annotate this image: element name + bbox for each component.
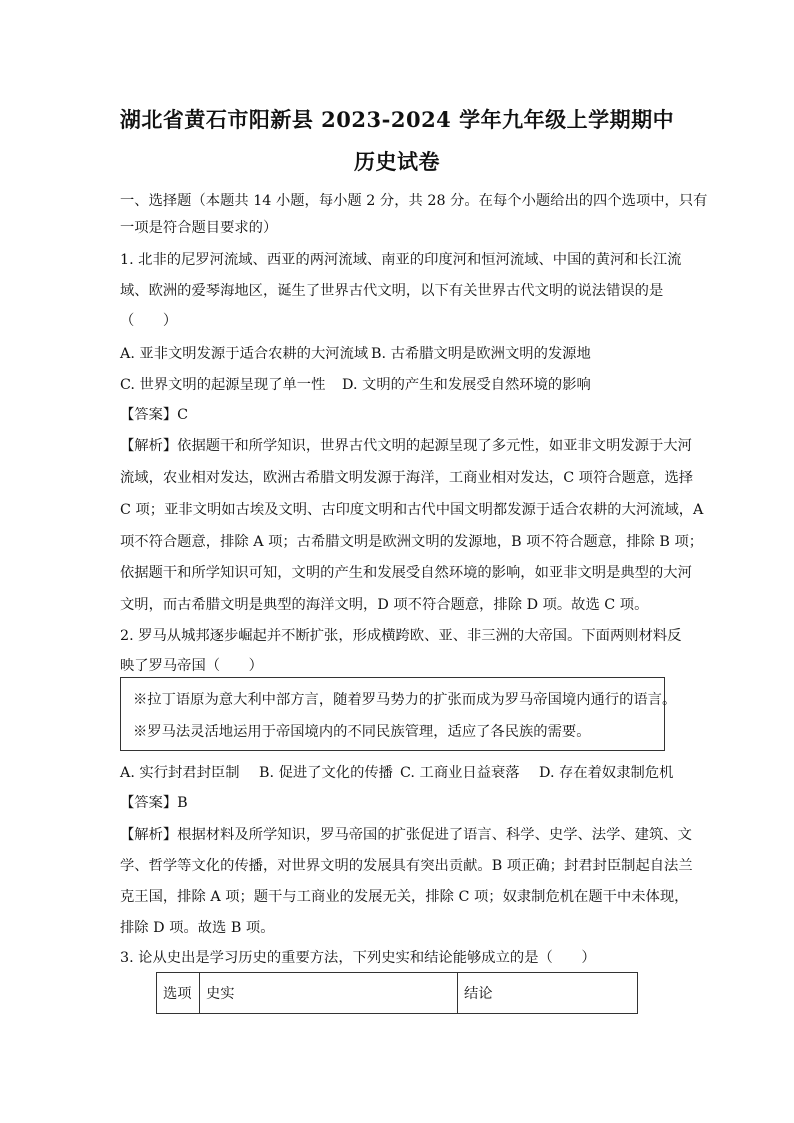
q2-stem-cont: 映了罗马帝国（ ） <box>120 658 263 674</box>
q2-option-b: B. 促进了文化的传播 <box>259 765 393 781</box>
q1-answer: 【答案】C <box>120 407 189 423</box>
q2-option-a: A. 实行封君封臣制 <box>120 765 240 781</box>
q2-material-2: ※罗马法灵活地运用于帝国境内的不同民族管理，适应了各民族的需要。 <box>133 724 591 740</box>
q2-material-1: ※拉丁语原为意大利中部方言，随着罗马势力的扩张而成为罗马帝国境内通行的语言。 <box>133 692 677 708</box>
q1-option-b: B. 古希腊文明是欧洲文明的发源地 <box>371 346 591 362</box>
q1-option-c: C. 世界文明的起源呈现了单一性 <box>120 377 326 393</box>
q1-stem: 1. 北非的尼罗河流域、西亚的两河流域、南亚的印度河和恒河流域、中国的黄河和长江流 <box>120 252 682 268</box>
section-instruction: 一、选择题（本题共 14 小题，每小题 2 分，共 28 分。在每个小题给出的四个选项中，只有 <box>120 193 708 209</box>
q2-option-c: C. 工商业日益衰落 <box>400 765 520 781</box>
q2-answer: 【答案】B <box>120 795 188 811</box>
q1-explanation-4: 项不符合题意，排除 A 项；古希腊文明是欧洲文明的发源地，B 项不符合题意，排除 B 项； <box>120 534 704 550</box>
exam-title: 湖北省黄石市阳新县 2023-2024 学年九年级上学期期中 <box>119 107 675 132</box>
exam-subject: 历史试卷 <box>354 149 440 174</box>
q1-option-a: A. 亚非文明发源于适合农耕的大河流域 <box>120 346 369 362</box>
q2-explanation-2: 学、哲学等文化的传播，对世界文明的发展具有突出贡献。B 项正确；封君封臣制起自法兰 <box>120 858 693 874</box>
q1-explanation-2: 流域，农业相对发达，欧洲古希腊文明发源于海洋，工商业相对发达，C 项符合题意，选择 <box>120 470 694 486</box>
section-instruction-cont: 一项是符合题目要求的） <box>120 220 278 236</box>
q1-explanation-6: 文明，而古希腊文明是典型的海洋文明，D 项不符合题意，排除 D 项。故选 C 项。 <box>120 597 649 613</box>
q1-explanation-5: 依据题干和所学知识可知，文明的产生和发展受自然环境的影响，如亚非文明是典型的大河 <box>120 565 692 581</box>
q3-table <box>156 972 638 1014</box>
q1-explanation: 【解析】依据题干和所学知识，世界古代文明的起源呈现了多元性，如亚非文明发源于大河 <box>120 438 692 454</box>
table-header-conclusion: 结论 <box>458 973 638 1014</box>
table-header-option: 选项 <box>157 973 200 1014</box>
q2-explanation-4: 排除 D 项。故选 B 项。 <box>120 920 275 936</box>
q2-option-d: D. 存在着奴隶制危机 <box>539 765 674 781</box>
q2-stem: 2. 罗马从城邦逐步崛起并不断扩张，形成横跨欧、亚、非三洲的大帝国。下面两则材料反 <box>120 628 682 644</box>
q2-explanation-3: 克王国，排除 A 项；题干与工商业的发展无关，排除 C 项；奴隶制危机在题干中未体现， <box>120 889 689 905</box>
q1-blank: （ ） <box>120 313 178 329</box>
table-header-row <box>157 973 638 1014</box>
q1-stem-cont: 域、欧洲的爱琴海地区，诞生了世界古代文明，以下有关世界古代文明的说法错误的是 <box>120 283 664 299</box>
q2-explanation: 【解析】根据材料及所学知识，罗马帝国的扩张促进了语言、科学、史学、法学、建筑、文 <box>120 827 692 843</box>
q3-stem: 3. 论从史出是学习历史的重要方法，下列史实和结论能够成立的是（ ） <box>120 950 596 966</box>
table-header-fact: 史实 <box>200 973 458 1014</box>
q1-explanation-3: C 项；亚非文明如古埃及文明、古印度文明和古代中国文明都发源于适合农耕的大河流域，A <box>120 502 704 518</box>
q2-material-box <box>120 677 677 751</box>
q1-option-d: D. 文明的产生和发展受自然环境的影响 <box>342 377 591 393</box>
